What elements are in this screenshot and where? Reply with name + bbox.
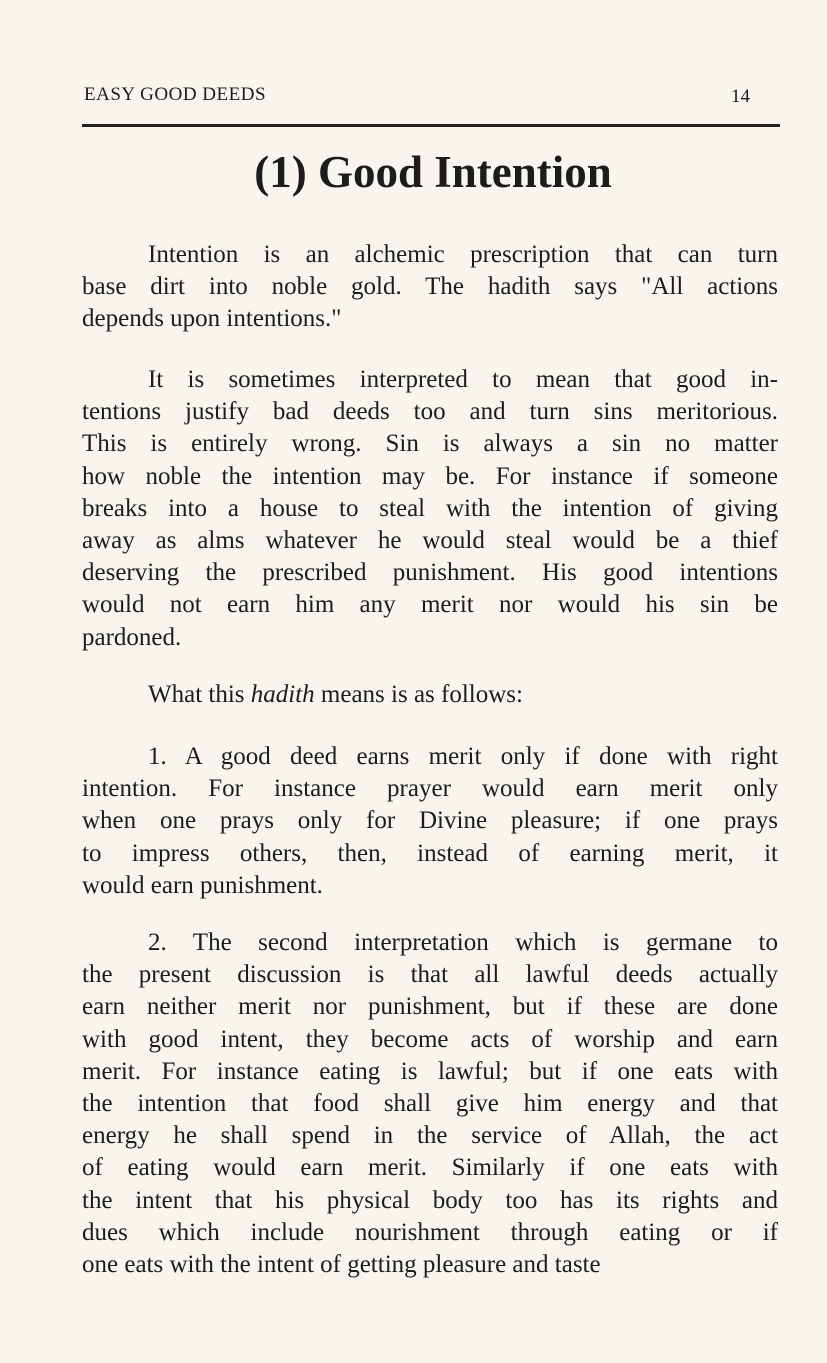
paragraph-3 <box>82 679 778 711</box>
text-line: energy he shall spend in the service of Allah, the act <box>82 1122 778 1150</box>
page-number: 14 <box>731 86 750 107</box>
header-rule <box>82 124 780 127</box>
text-line: dues which include nourishment through eating or if <box>82 1218 778 1246</box>
text-line: pardoned. <box>82 623 182 651</box>
text-line: earn neither merit nor punishment, but if these are done <box>82 993 778 1021</box>
text-line: Intention is an alchemic prescription that can turn <box>148 241 778 268</box>
text-line: away as alms whatever he would steal would be a thief <box>82 527 778 555</box>
running-head: EASY GOOD DEEDS <box>84 84 267 105</box>
text-line: tentions justify bad deeds too and turn sins meritorious. <box>82 398 778 426</box>
text-line: one eats with the intent of getting pleasure and taste <box>82 1251 601 1279</box>
text-span: What this <box>148 681 251 708</box>
text-line: It is sometimes interpreted to mean that good in- <box>148 366 778 393</box>
text-line: to impress others, then, instead of earning merit, it <box>82 839 778 867</box>
text-line: breaks into a house to steal with the intention of giving <box>82 494 778 522</box>
text-line: intention. For instance prayer would earn merit only <box>82 775 778 803</box>
text-line: the present discussion is that all lawful deeds actually <box>82 961 778 989</box>
text-line: deserving the prescribed punishment. His good intentions <box>82 559 778 587</box>
text-line: 1. A good deed earns merit only if done with right <box>148 743 778 770</box>
text-line: base dirt into noble gold. The hadith says "All actions <box>82 273 778 301</box>
paragraph-1 <box>82 239 778 336</box>
text-line: would earn punishment. <box>82 871 323 899</box>
chapter-title: (1) Good Intention <box>254 147 612 197</box>
text-line: merit. For instance eating is lawful; but if one eats with <box>82 1057 778 1085</box>
paragraph-4 <box>82 741 778 902</box>
text-line: how noble the intention may be. For instance if someone <box>82 462 778 490</box>
paragraph-2 <box>82 364 778 654</box>
text-line <box>82 679 778 711</box>
text-span: means is as follows: <box>314 681 523 708</box>
text-line: with good intent, they become acts of worship and earn <box>82 1025 778 1053</box>
text-line: when one prays only for Divine pleasure; if one prays <box>82 807 778 835</box>
italic-term: hadith <box>250 681 315 708</box>
text-line: This is entirely wrong. Sin is always a sin no matter <box>82 430 778 458</box>
text-line: would not earn him any merit nor would his sin be <box>82 591 778 619</box>
text-line: 2. The second interpretation which is germane to <box>148 929 778 956</box>
text-line: of eating would earn merit. Similarly if one eats with <box>82 1154 778 1182</box>
text-line: the intent that his physical body too has its rights and <box>82 1186 778 1214</box>
paragraph-5 <box>82 927 778 1281</box>
text-line: the intention that food shall give him energy and that <box>82 1090 778 1118</box>
text-line: depends upon intentions." <box>82 305 342 333</box>
